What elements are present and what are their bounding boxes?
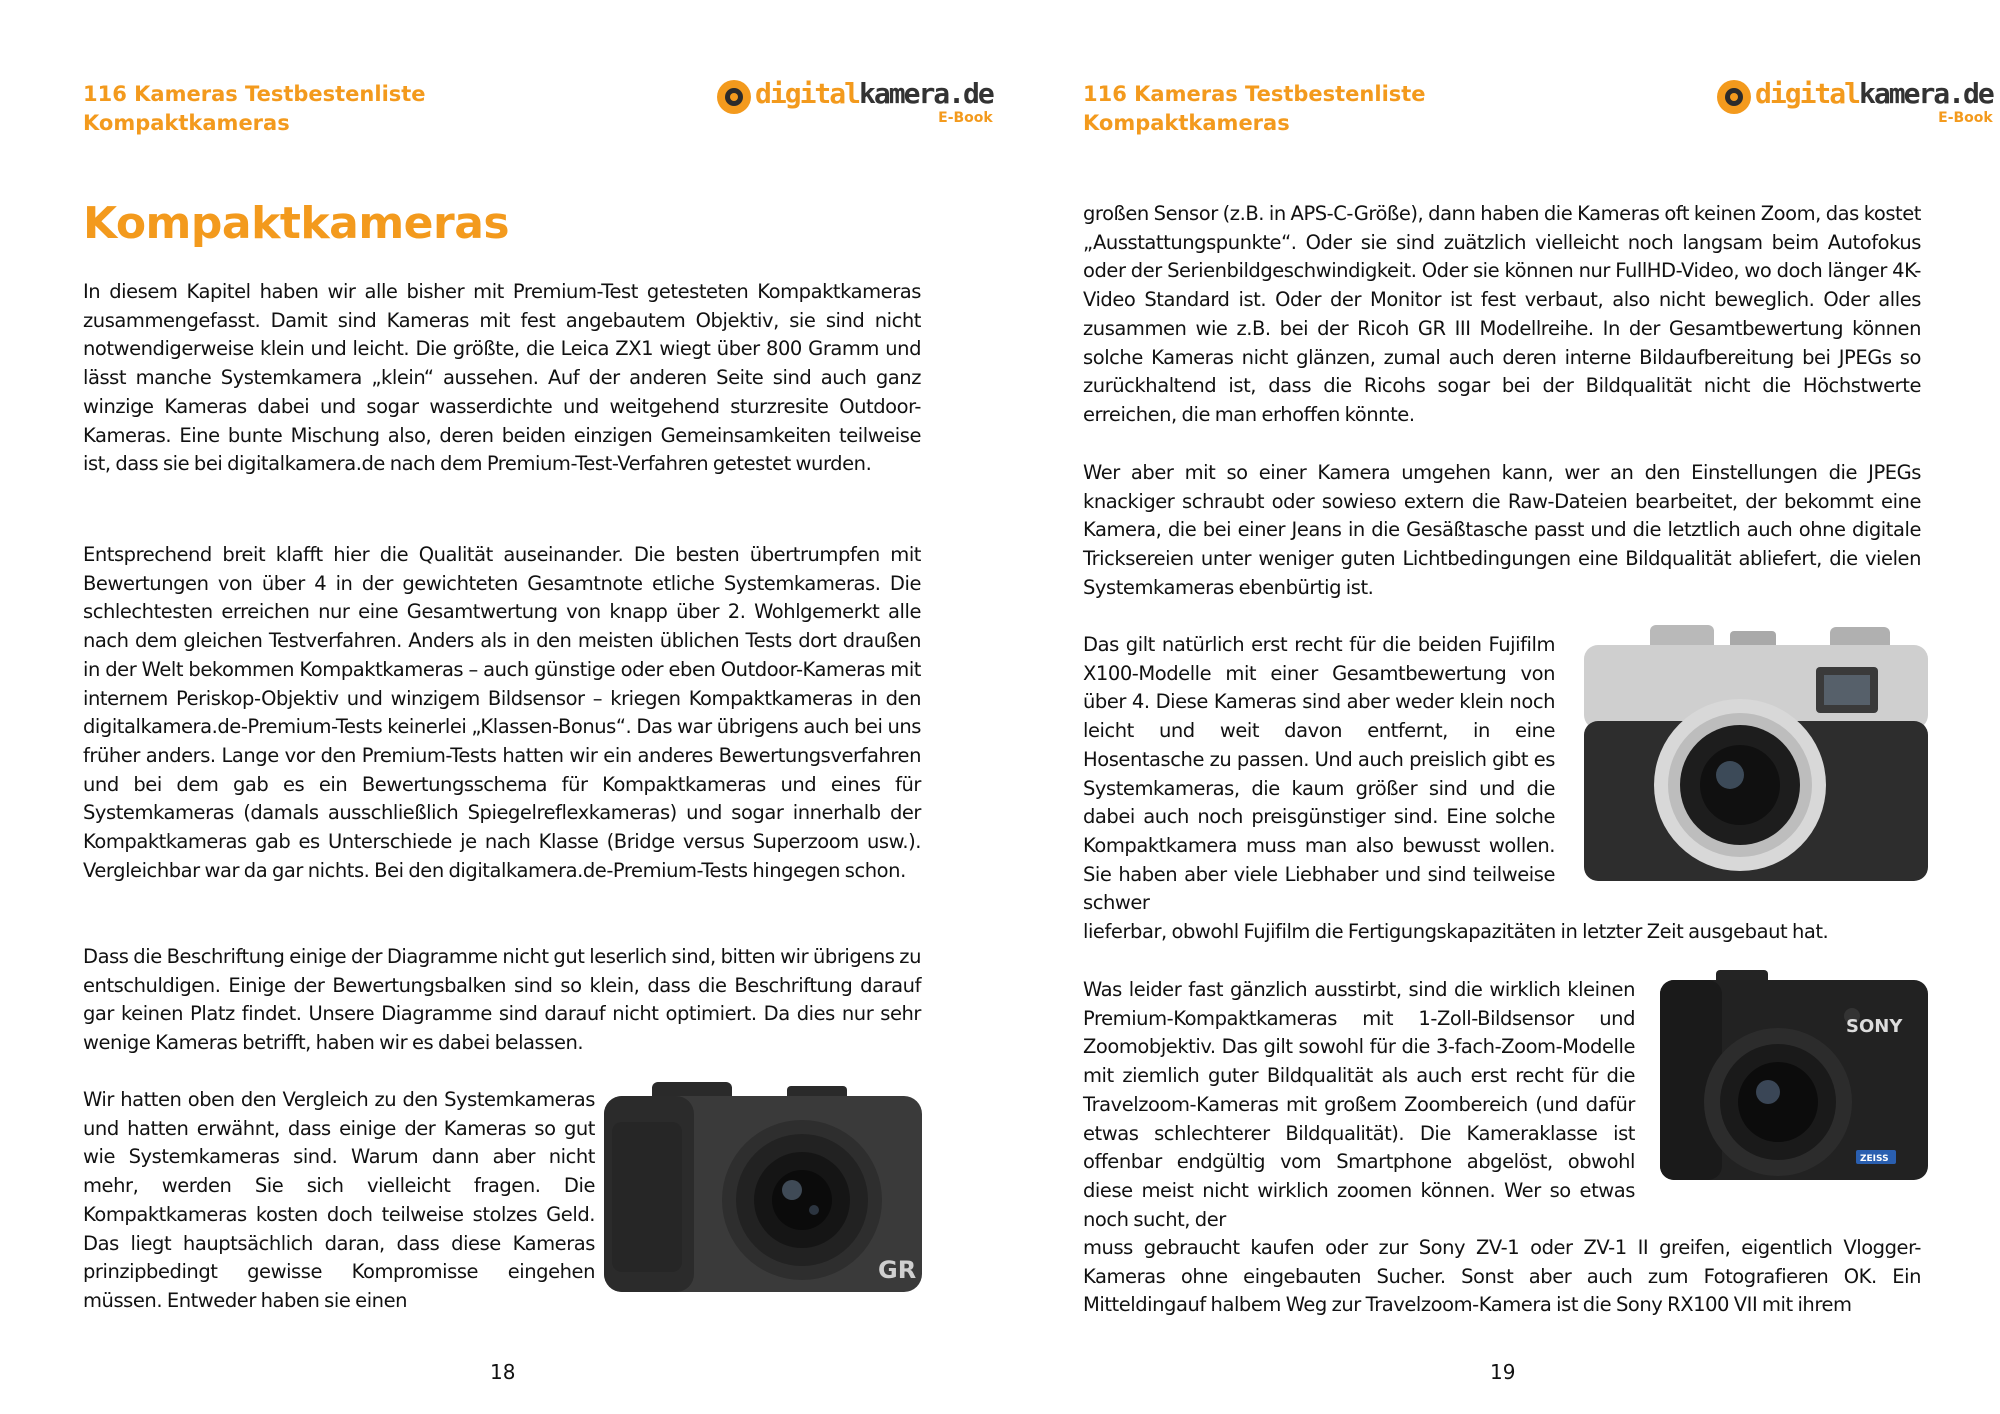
logo-ebook-label: E-Book	[1938, 110, 1993, 126]
zeiss-badge-label: ZEISS	[1860, 1154, 1889, 1164]
page-number: 19	[1490, 1360, 1516, 1384]
camera-gr-badge: GR	[878, 1256, 917, 1284]
paragraph: Dass die Beschriftung einige der Diagramme nicht gut leserlich sind, bitten wir übrigens zu entschuldigen. Einige der Bewertungsbalken sind so klein, dass die Beschriftung darauf gar keinen Platz findet. Unsere Diagramme sind darauf nicht optimiert. Da dies nur sehr wenige Kameras betrifft, haben wir es dabei belassen.	[83, 945, 921, 1055]
paragraph: großen Sensor (z.B. in APS-C-Größe), dann haben die Kameras oft keinen Zoom, das kostet „Ausstattungspunkte“. Oder sie sind zuätzlich vielleicht noch langsam beim Autofokus oder der Serienbildgeschwindigkeit. Oder sie können nur FullHD-Video, wo doch länger 4K-Video Standard ist. Oder der Monitor ist fest verbaut, also nicht beweglich. Oder alles zusammen wie z.B. bei der Ricoh GR III Modellreihe. In der Gesamtbewertung können solche Kameras nicht glänzen, zumal auch deren interne Bildaufbereitung bei JPEGs so zurückhaltend ist, dass die Ricohs sogar bei der Bildqualität nicht die Höchstwerte erreichen, die man erhoffen könnte.	[1083, 202, 1921, 426]
header-line-1: 116 Kameras Testbestenliste	[83, 82, 426, 106]
header-line-2: Kompaktkameras	[1083, 111, 1290, 135]
logo-word-kamera: kamera.de	[1859, 77, 1993, 110]
header-line-1: 116 Kameras Testbestenliste	[1083, 82, 1426, 106]
paragraph: Entsprechend breit klafft hier die Qualität auseinander. Die besten übertrumpfen mit Bewertungen von über 4 in der gewichteten Gesamtnote etliche Systemkameras. Die schlechtesten erreichen nur eine Gesamtwertung von knapp über 2. Wohlgemerkt alle nach dem gleichen Testverfahren. Anders als in den meisten üblichen Tests dort draußen in der Welt bekommen Kompaktkameras – auch günstige oder eben Outdoor-Kameras mit internem Periskop-Objektiv und winzigem Bildsensor – kriegen Kompaktkameras in den digitalkamera.de-Premium-Tests keinerlei „Klassen-Bonus“. Das war übrigens auch bei uns früher anders. Lange vor den Premium-Tests hatten wir ein anderes Bewertungsverfahren und bei dem gab es ein Bewertungsschema für Kompaktkameras und eines für Systemkameras (damals ausschließlich Spiegelreflexkameras) und sogar innerhalb der Kompaktkameras gab es Unterschiede je nach Klasse (Bridge versus Superzoom usw.). Vergleichbar war da gar nichts. Bei den digitalkamera.de-Premium-Tests hingegen schon.	[83, 543, 921, 882]
sony-zv1-camera-photo	[1656, 970, 1932, 1188]
paragraph-continuation: lieferbar, obwohl Fujifilm die Fertigungskapazitäten in letzter Zeit ausgebaut hat.	[1083, 920, 1829, 943]
logo-word-kamera: kamera.de	[859, 77, 993, 110]
running-header	[1083, 80, 1426, 138]
paragraph: Was leider fast gänzlich ausstirbt, sind die wirklich kleinen Premium-Kompaktkameras mit 1-Zoll-Bildsensor und Zoomobjektiv. Das gilt sowohl für die 3-fach-Zoom-Modelle mit ziemlich guter Bildqualität als auch erst recht für die Travelzoom-Kameras mit großem Zoombereich (und dafür etwas schlechterer Bildqualität). Die Kameraklasse ist offenbar endgültig vom Smartphone abgelöst, obwohl diese meist nicht wirklich zoomen können. Wer so etwas noch sucht, der	[1083, 978, 1635, 1231]
header-line-2: Kompaktkameras	[83, 111, 290, 135]
lens-logo-icon	[1717, 80, 1751, 114]
logo-ebook-label: E-Book	[938, 110, 993, 126]
brand-logo	[717, 78, 993, 126]
paragraph: Wer aber mit so einer Kamera umgehen kann, wer an den Einstellungen die JPEGs knackiger schraubt oder sowieso extern die Raw-Dateien bearbeitet, der bekommt eine Kamera, die bei einer Jeans in die Gesäßtasche passt und die letztlich auch ohne digitale Tricksereien unter weniger guten Lichtbedingungen eine Bildqualität abliefert, die vielen Systemkameras ebenbürtig ist.	[1083, 461, 1921, 599]
fujifilm-x100-camera-photo	[1580, 625, 1932, 887]
running-header	[83, 80, 426, 138]
logo-word-digital: digital	[1755, 77, 1860, 110]
paragraph: Das gilt natürlich erst recht für die beiden Fujifilm X100-Modelle mit einer Gesamtbewertung von über 4. Diese Kameras sind aber weder klein noch leicht und weit davon entfernt, in eine Hosentasche zu passen. Und auch preislich gibt es Systemkameras, die kaum größer sind und die dabei auch noch preisgünstiger sind. Eine solche Kompaktkamera muss man also bewusst wollen. Sie haben aber viele Liebhaber und sind teilweise schwer	[1083, 633, 1555, 915]
paragraph: Wir hatten oben den Vergleich zu den Systemkameras und hatten erwähnt, dass einige der Kameras so gut wie Systemkameras sind. Warum dann aber nicht mehr, werden Sie sich vielleicht fragen. Die Kompaktkameras kosten doch teilweise stolzes Geld. Das liegt hauptsächlich daran, dass diese Kameras prinzipbedingt gewisse Kompromisse eingehen müssen. Entweder haben sie einen	[83, 1088, 595, 1312]
ricoh-gr-camera-photo	[602, 1082, 924, 1310]
lens-logo-icon	[717, 80, 751, 114]
brand-logo	[1717, 78, 1993, 126]
page-number: 18	[490, 1360, 516, 1384]
chapter-title: Kompaktkameras	[83, 198, 510, 249]
sony-brand-label: SONY	[1846, 1016, 1903, 1037]
right-page	[1000, 0, 2000, 1414]
logo-word-digital: digital	[755, 77, 860, 110]
paragraph-continuation: muss gebraucht kaufen oder zur Sony ZV-1 oder ZV-1 II greifen, eigentlich Vlogger-Kameras ohne eingebauten Sucher. Sonst aber auch zum Fotografieren OK. Ein Mitteldingauf halbem Weg zur Travelzoom-Kamera ist die Sony RX100 VII mit ihrem	[1083, 1236, 1921, 1317]
paragraph: In diesem Kapitel haben wir alle bisher mit Premium-Test getesteten Kompaktkameras zusammengefasst. Damit sind Kameras mit fest angebautem Objektiv, sie sind nicht notwendigerweise klein und leicht. Die größte, die Leica ZX1 wiegt über 800 Gramm und lässt manche Systemkamera „klein“ aussehen. Auf der anderen Seite sind auch ganz winzige Kameras dabei und sogar wasserdichte und weitgehend sturzresite Outdoor-Kameras. Eine bunte Mischung also, deren beiden einzigen Gemeinsamkeiten teilweise ist, dass sie bei digitalkamera.de nach dem Premium-Test-Verfahren getestet wurden.	[83, 280, 921, 476]
